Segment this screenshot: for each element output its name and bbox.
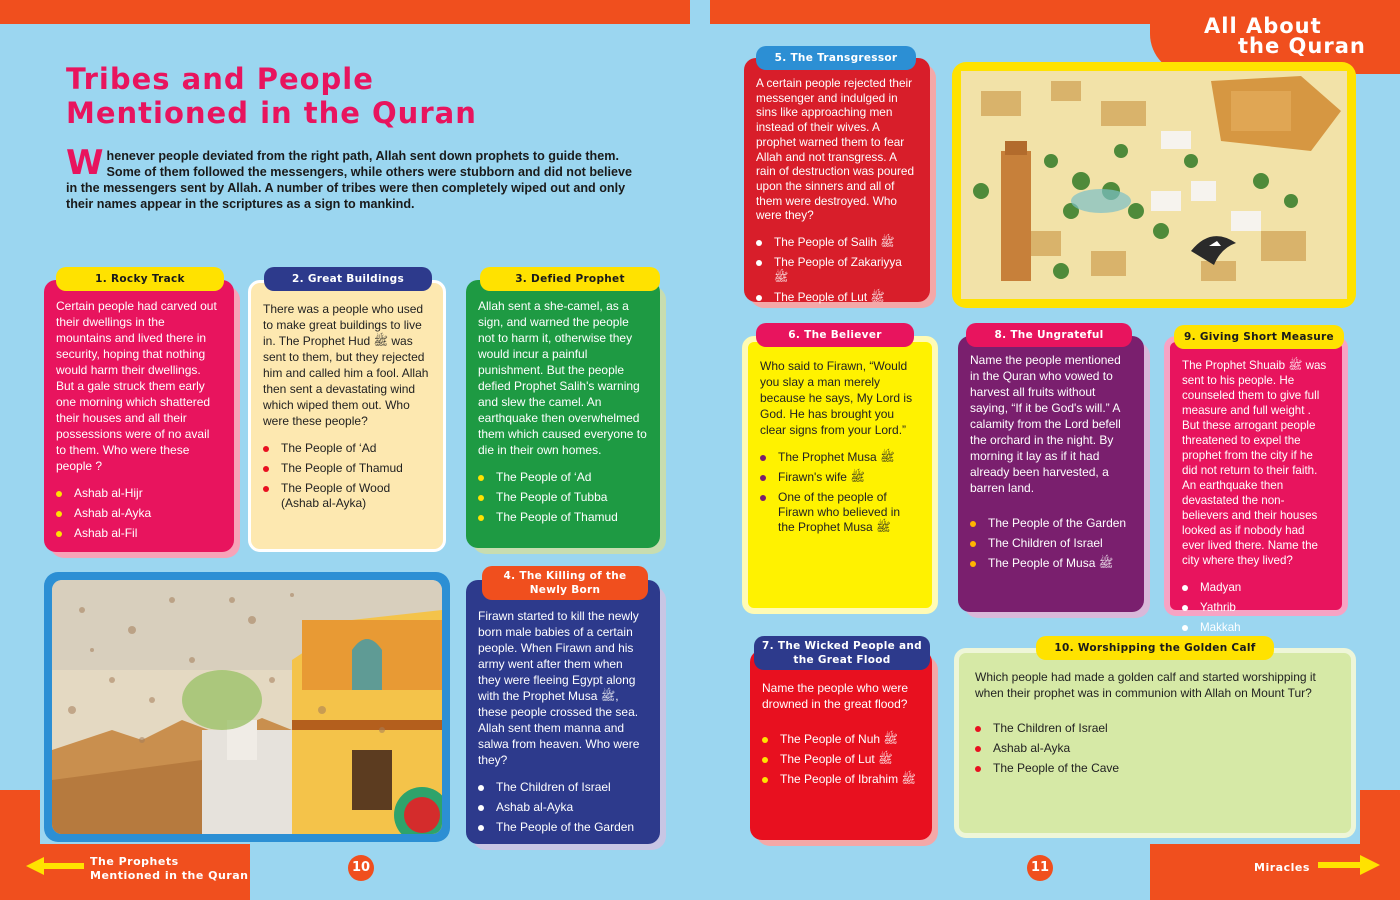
quiz-options (478, 470, 648, 525)
page-title-line2: Mentioned in the Quran (66, 96, 477, 130)
quiz-option[interactable]: One of the people of Firawn who believed in the Prophet Musa ﷺ (760, 490, 920, 535)
quiz-options (756, 235, 918, 305)
prev-section-link[interactable] (90, 855, 249, 883)
quiz-option[interactable]: The People of Lut ﷺ (762, 752, 920, 767)
quiz-option[interactable]: The People of Ibrahim ﷺ (762, 772, 920, 787)
right-arrow-icon[interactable] (1316, 854, 1382, 876)
quiz-options (762, 732, 920, 787)
storm-scene (52, 580, 442, 834)
quiz-option[interactable]: Ashab al-Ayka (478, 800, 648, 815)
footer-band-left-strip (0, 790, 40, 850)
page-number-right: 11 (1027, 855, 1053, 881)
intro-dropcap: W (66, 143, 104, 183)
section-banner-line2: the Quran (1238, 34, 1366, 58)
quiz-option[interactable]: The Children of Israel (478, 780, 648, 795)
page-title-line1: Tribes and People (66, 62, 374, 96)
quiz-option[interactable]: The People of the Garden (970, 516, 1132, 531)
quiz-card-9 (1164, 336, 1348, 634)
quiz-card-8-tag: 8. The Ungrateful (966, 323, 1132, 347)
quiz-card-1 (44, 280, 234, 552)
quiz-options (56, 486, 222, 541)
prev-section-line1: The Prophets (90, 855, 179, 868)
quiz-options (263, 441, 431, 511)
quiz-option[interactable]: Firawn's wife ﷺ (760, 470, 920, 485)
quiz-option[interactable]: Ashab al-Fil (56, 526, 222, 541)
intro-text: henever people deviated from the right path, Allah sent down prophets to guide them. Some of them followed the messengers, while others were stubborn and did not believe in the messengers sent by Allah. A number of tribes were then completely wiped out and only their names appear in the scriptures as a sign to mankind. (66, 149, 633, 211)
quiz-card-5-tag: 5. The Transgressor (756, 46, 916, 70)
quiz-card-7-tag (754, 636, 930, 670)
town-scene (961, 71, 1347, 299)
quiz-card-6 (742, 336, 938, 614)
quiz-option[interactable]: The Prophet Musa ﷺ (760, 450, 920, 465)
quiz-option[interactable]: Madyan (1182, 580, 1330, 595)
quiz-option[interactable]: The People of Thamud (263, 461, 431, 476)
quiz-options (1182, 580, 1330, 635)
quiz-option[interactable]: The People of Tubba (478, 490, 648, 505)
quiz-option[interactable]: Ashab al-Ayka (975, 741, 1339, 756)
quiz-option[interactable]: Ashab al-Ayka (56, 506, 222, 521)
quiz-question: Name the people mentioned in the Quran who vowed to harvest all fruits without saying, “If it be God's will.” A calamity from the Lord befell the orchard in the night. By morning it lay as if it had already been harvested, a barren land. (970, 353, 1121, 495)
page-number-left: 10 (348, 855, 374, 881)
quiz-card-4-tag-line2: Newly Born (529, 584, 601, 596)
quiz-card-4 (466, 580, 660, 844)
quiz-card-6-tag: 6. The Believer (756, 323, 914, 347)
quiz-card-2-tag: 2. Great Buildings (264, 267, 432, 291)
quiz-option[interactable]: The People of Wood (Ashab al-Ayka) (263, 481, 431, 511)
quiz-option[interactable]: The People of ‘Ad (478, 470, 648, 485)
quiz-option[interactable]: Yathrib (1182, 600, 1330, 615)
quiz-card-10 (954, 648, 1356, 838)
quiz-question: Allah sent a she-camel, as a sign, and warned the people not to harm it, otherwise they would incur a painful punishment. But the people defied Prophet Salih's warning and slew the camel. An earthquake then overwhelmed them which caused everyone to die in their own homes. (478, 299, 647, 457)
town-illustration (952, 62, 1356, 308)
quiz-options (760, 450, 920, 535)
footer-band-right-strip (1360, 790, 1400, 850)
left-arrow-icon[interactable] (24, 856, 86, 876)
quiz-card-10-tag: 10. Worshipping the Golden Calf (1036, 636, 1274, 660)
quiz-card-3-tag: 3. Defied Prophet (480, 267, 660, 291)
quiz-card-7-tag-line2: the Great Flood (793, 654, 891, 666)
quiz-card-3 (466, 280, 660, 548)
storm-illustration (44, 572, 450, 842)
quiz-option[interactable]: The Children of Israel (975, 721, 1339, 736)
quiz-card-7-tag-line1: 7. The Wicked People and (762, 640, 922, 652)
quiz-options (478, 780, 648, 835)
quiz-card-4-tag-line1: 4. The Killing of the (503, 570, 627, 582)
quiz-card-2 (248, 280, 446, 552)
quiz-question: Who said to Firawn, “Would you slay a man merely because he says, My Lord is God. He has brought you clear signs from your Lord.” (760, 359, 913, 437)
quiz-question: Firawn started to kill the newly born male babies of a certain people. When Firawn and his army went after them when they were fleeing Egypt along with the Prophet Musa ﷺ, these people crossed the sea. Allah sent them manna and salwa from heaven. Who were they? (478, 609, 640, 767)
quiz-card-9-tag: 9. Giving Short Measure (1174, 325, 1344, 349)
quiz-option[interactable]: The People of the Cave (975, 761, 1339, 776)
quiz-card-7 (750, 650, 932, 840)
quiz-question: There was a people who used to make great buildings to live in. The Prophet Hud ﷺ was sent to them, but they rejected him and called him a fool. Allah then sent a devastating wind which wiped them out. Who were these people? (263, 302, 429, 428)
quiz-option[interactable]: The People of ‘Ad (263, 441, 431, 456)
quiz-question: Certain people had carved out their dwellings in the mountains and lived there in security, hoping that nothing would harm their dwellings. But a gale struck them early one morning which shattered their houses and all their possessions were of no avail to them. Who were these people ? (56, 299, 217, 473)
quiz-question: A certain people rejected their messenger and indulged in sins like approaching men instead of their wives. A prophet warned them to fear Allah and not transgress. A rain of destruction was poured upon the sinners and all of them were destroyed. Who were they? (756, 76, 915, 223)
quiz-option[interactable]: Ashab al-Hijr (56, 486, 222, 501)
quiz-card-5 (744, 58, 930, 305)
quiz-options (970, 516, 1132, 571)
quiz-option[interactable]: The People of Zakariyya ﷺ (756, 255, 918, 285)
quiz-question: Name the people who were drowned in the great flood? (762, 681, 909, 711)
quiz-question: Which people had made a golden calf and started worshipping it when their prophet was in communion with Allah on Mount Tur? (975, 670, 1316, 700)
quiz-card-8 (958, 336, 1144, 612)
quiz-option[interactable]: The People of Musa ﷺ (970, 556, 1132, 571)
page-title (66, 62, 477, 130)
quiz-card-4-tag (482, 566, 648, 600)
quiz-option[interactable]: The People of Lut ﷺ (756, 290, 918, 305)
quiz-options (975, 721, 1339, 776)
quiz-option[interactable]: The People of Salih ﷺ (756, 235, 918, 250)
quiz-option[interactable]: The People of Nuh ﷺ (762, 732, 920, 747)
quiz-card-1-tag: 1. Rocky Track (56, 267, 224, 291)
quiz-option[interactable]: Makkah (1182, 620, 1330, 635)
prev-section-line2: Mentioned in the Quran (90, 869, 249, 882)
section-banner-line1: All About (1204, 14, 1322, 38)
quiz-option[interactable]: The People of Thamud (478, 510, 648, 525)
quiz-option[interactable]: The Children of Israel (970, 536, 1132, 551)
intro-paragraph (66, 143, 638, 212)
quiz-question: The Prophet Shuaib ﷺ was sent to his people. He counseled them to give full measure and full weight . But these arrogant people threatened to expel the prophet from the city if he did not return to their faith. An earthquake then devastated the non-believers and their houses looked as if nobody had ever lived there. Name the city where they lived? (1182, 359, 1327, 567)
next-section-link[interactable]: Miracles (1254, 861, 1310, 874)
quiz-option[interactable]: The People of the Garden (478, 820, 648, 835)
